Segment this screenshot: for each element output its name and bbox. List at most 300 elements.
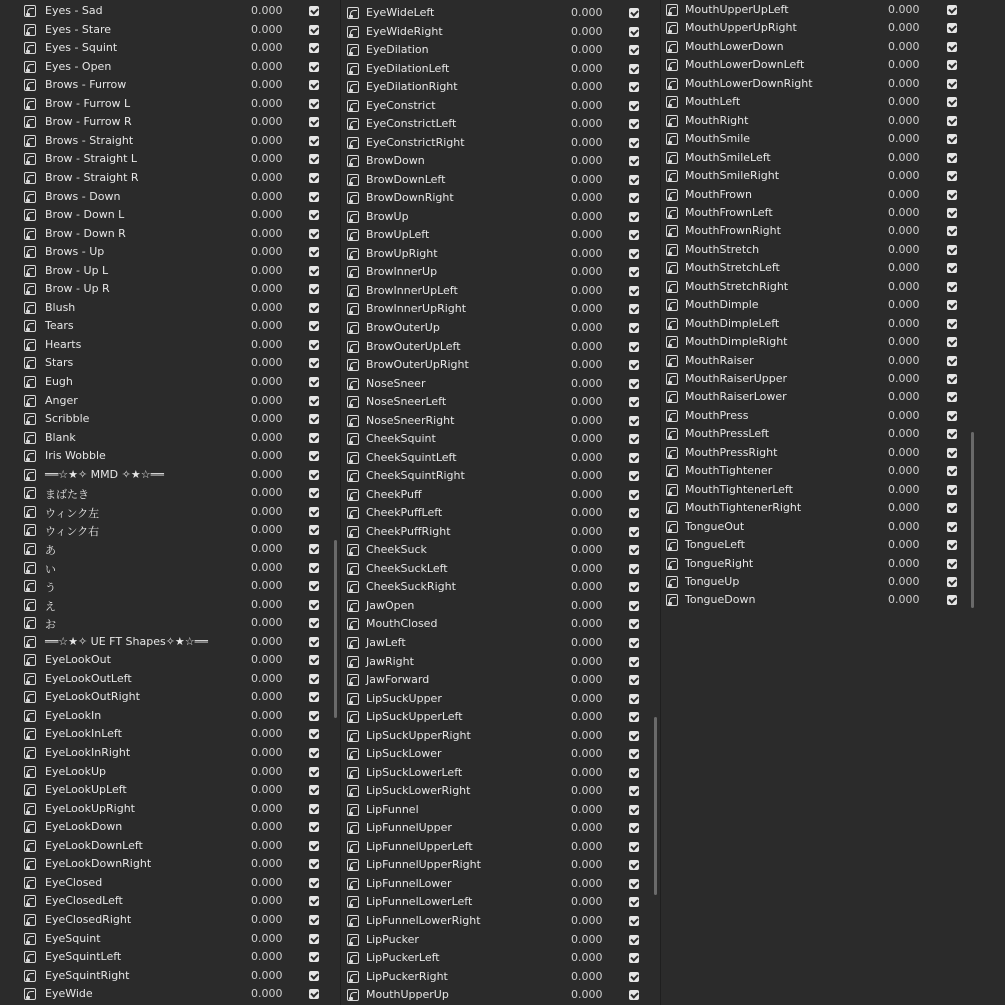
shape-key-name[interactable]: EyeSquintRight — [45, 968, 130, 982]
mute-checkbox[interactable] — [309, 303, 319, 313]
shape-key-name[interactable]: BrowOuterUp — [366, 321, 440, 334]
shape-key-row[interactable] — [661, 462, 1005, 480]
shape-key-row[interactable] — [0, 855, 340, 873]
mute-checkbox[interactable] — [309, 507, 319, 517]
shape-key-value-field[interactable]: 0.000 — [571, 265, 603, 279]
shape-key-name[interactable]: EyeLookOutRight — [45, 690, 140, 704]
mute-checkbox[interactable] — [309, 804, 319, 814]
shape-key-name[interactable]: MouthDimpleRight — [685, 335, 788, 349]
mute-checkbox[interactable] — [947, 595, 957, 605]
mute-checkbox[interactable] — [309, 192, 319, 202]
mute-checkbox[interactable] — [947, 5, 957, 15]
mute-checkbox[interactable] — [629, 953, 639, 963]
shape-key-row[interactable] — [0, 39, 340, 57]
shape-key-row[interactable] — [0, 76, 340, 94]
shape-key-row[interactable] — [341, 727, 661, 745]
shape-key-name[interactable]: EyeLookUpRight — [45, 801, 135, 815]
mute-checkbox[interactable] — [629, 416, 639, 426]
mute-checkbox[interactable] — [947, 116, 957, 126]
mute-checkbox[interactable] — [947, 559, 957, 569]
scrollbar-column-2[interactable] — [654, 717, 657, 895]
shape-key-row[interactable] — [341, 393, 661, 411]
shape-key-value-field[interactable]: 0.000 — [571, 358, 603, 372]
mute-checkbox[interactable] — [309, 414, 319, 424]
shape-key-value-field[interactable]: 0.000 — [888, 574, 920, 588]
shape-key-name[interactable]: Blush — [45, 300, 76, 314]
shape-key-row[interactable] — [0, 967, 340, 985]
shape-key-value-field[interactable]: 0.000 — [571, 969, 603, 983]
shape-key-row[interactable] — [0, 317, 340, 335]
mute-checkbox[interactable] — [947, 411, 957, 421]
shape-key-row[interactable] — [0, 633, 340, 651]
mute-checkbox[interactable] — [629, 490, 639, 500]
mute-checkbox[interactable] — [629, 27, 639, 37]
mute-checkbox[interactable] — [629, 675, 639, 685]
shape-key-value-field[interactable]: 0.000 — [888, 113, 920, 127]
shape-key-value-field[interactable]: 0.000 — [571, 561, 603, 575]
mute-checkbox[interactable] — [947, 374, 957, 384]
shape-key-row[interactable] — [0, 150, 340, 168]
shape-key-value-field[interactable]: 0.000 — [251, 746, 283, 759]
shape-key-row[interactable] — [341, 653, 661, 671]
shape-key-row[interactable] — [661, 499, 1005, 517]
shape-key-row[interactable] — [661, 222, 1005, 240]
shape-key-row[interactable] — [661, 444, 1005, 462]
shape-key-row[interactable] — [661, 149, 1005, 167]
shape-key-value-field[interactable]: 0.000 — [571, 80, 603, 94]
shape-key-name[interactable]: BrowInnerUpLeft — [366, 283, 458, 297]
shape-key-row[interactable] — [341, 690, 661, 708]
shape-key-value-field[interactable]: 0.000 — [571, 784, 603, 798]
shape-key-value-field[interactable]: 0.000 — [251, 875, 283, 889]
mute-checkbox[interactable] — [629, 527, 639, 537]
shape-key-value-field[interactable]: 0.000 — [888, 427, 920, 441]
mute-checkbox[interactable] — [309, 25, 319, 35]
shape-key-row[interactable] — [661, 481, 1005, 499]
shape-key-row[interactable] — [341, 449, 661, 467]
shape-key-value-field[interactable]: 0.000 — [571, 951, 603, 965]
shape-key-name[interactable]: BrowOuterUpLeft — [366, 339, 461, 353]
shape-key-value-field[interactable]: 0.000 — [888, 593, 920, 607]
shape-key-value-field[interactable]: 0.000 — [251, 894, 283, 908]
mute-checkbox[interactable] — [309, 321, 319, 331]
shape-key-value-field[interactable]: 0.000 — [251, 968, 283, 982]
shape-key-value-field[interactable]: 0.000 — [251, 783, 283, 797]
shape-key-name[interactable]: TongueOut — [685, 519, 745, 533]
shape-key-value-field[interactable]: 0.000 — [571, 172, 603, 186]
mute-checkbox[interactable] — [629, 990, 639, 1000]
shape-key-value-field[interactable]: 0.000 — [251, 671, 283, 685]
shape-key-value-field[interactable]: 0.000 — [251, 337, 283, 351]
shape-key-row[interactable] — [341, 4, 661, 22]
shape-key-name[interactable]: MouthRaiserUpper — [685, 372, 788, 385]
mute-checkbox[interactable] — [629, 694, 639, 704]
mute-checkbox[interactable] — [309, 284, 319, 294]
shape-key-row[interactable] — [341, 801, 661, 819]
shape-key-value-field[interactable]: 0.000 — [888, 39, 920, 53]
shape-key-row[interactable] — [341, 968, 661, 986]
shape-key-name[interactable]: BrowDownLeft — [366, 172, 446, 186]
shape-key-row[interactable] — [341, 912, 661, 930]
shape-key-value-field[interactable]: 0.000 — [251, 727, 283, 741]
mute-checkbox[interactable] — [309, 433, 319, 443]
shape-key-row[interactable] — [0, 707, 340, 725]
shape-key-row[interactable] — [341, 338, 661, 356]
shape-key-value-field[interactable]: 0.000 — [251, 950, 283, 964]
shape-key-name[interactable]: Brow - Up R — [45, 282, 110, 296]
shape-key-name[interactable]: Brow - Straight L — [45, 152, 138, 166]
shape-key-row[interactable] — [0, 113, 340, 131]
shape-key-name[interactable]: MouthPressRight — [685, 445, 778, 459]
shape-key-name[interactable]: Brow - Furrow R — [45, 115, 132, 129]
shape-key-name[interactable]: Brows - Down — [45, 189, 121, 203]
shape-key-name[interactable]: BrowUpLeft — [366, 228, 430, 242]
shape-key-value-field[interactable]: 0.000 — [888, 95, 920, 109]
shape-key-name[interactable]: Brows - Up — [45, 245, 105, 259]
mute-checkbox[interactable] — [629, 842, 639, 852]
shape-key-row[interactable] — [0, 540, 340, 558]
shape-key-value-field[interactable]: 0.000 — [251, 931, 283, 945]
mute-checkbox[interactable] — [629, 749, 639, 759]
shape-key-name[interactable]: CheekSquintRight — [366, 469, 465, 483]
shape-key-name[interactable]: LipFunnelUpperLeft — [366, 839, 473, 853]
shape-key-value-field[interactable]: 0.000 — [571, 321, 603, 334]
shape-key-value-field[interactable]: 0.000 — [888, 205, 920, 219]
shape-key-name[interactable]: MouthUpperUpRight — [685, 21, 797, 35]
shape-key-name[interactable]: EyeLookOutLeft — [45, 671, 132, 685]
mute-checkbox[interactable] — [309, 767, 319, 777]
mute-checkbox[interactable] — [309, 915, 319, 925]
shape-key-value-field[interactable]: 0.000 — [888, 261, 920, 275]
mute-checkbox[interactable] — [309, 544, 319, 554]
mute-checkbox[interactable] — [629, 786, 639, 796]
shape-key-row[interactable] — [661, 370, 1005, 388]
mute-checkbox[interactable] — [947, 79, 957, 89]
shape-key-value-field[interactable]: 0.000 — [571, 154, 603, 168]
shape-key-row[interactable] — [341, 819, 661, 837]
shape-key-row[interactable] — [341, 226, 661, 244]
shape-key-value-field[interactable]: 0.000 — [571, 487, 603, 501]
shape-key-value-field[interactable]: 0.000 — [251, 263, 283, 277]
shape-key-value-field[interactable]: 0.000 — [251, 690, 283, 704]
shape-key-name[interactable]: ウィンク左 — [45, 506, 100, 520]
shape-key-row[interactable] — [341, 171, 661, 189]
shape-key-value-field[interactable]: 0.000 — [571, 450, 603, 464]
shape-key-name[interactable]: Brows - Furrow — [45, 78, 127, 92]
shape-key-value-field[interactable]: 0.000 — [251, 412, 283, 426]
shape-key-name[interactable]: MouthDimple — [685, 298, 759, 312]
shape-key-name[interactable]: LipFunnelLowerLeft — [366, 895, 473, 909]
mute-checkbox[interactable] — [309, 396, 319, 406]
shape-key-row[interactable] — [661, 241, 1005, 259]
mute-checkbox[interactable] — [629, 768, 639, 778]
shape-key-value-field[interactable]: 0.000 — [571, 376, 603, 390]
shape-key-name[interactable]: LipFunnel — [366, 802, 419, 816]
shape-key-row[interactable] — [341, 504, 661, 522]
shape-key-value-field[interactable]: 0.000 — [251, 708, 283, 722]
shape-key-row[interactable] — [0, 447, 340, 465]
mute-checkbox[interactable] — [309, 62, 319, 72]
mute-checkbox[interactable] — [629, 119, 639, 129]
shape-key-value-field[interactable]: 0.000 — [251, 41, 283, 55]
shape-key-row[interactable] — [341, 300, 661, 318]
shape-key-value-field[interactable]: 0.000 — [571, 339, 603, 353]
shape-key-name[interactable]: NoseSneerLeft — [366, 395, 447, 409]
mute-checkbox[interactable] — [629, 175, 639, 185]
shape-key-name[interactable]: MouthTightenerLeft — [685, 482, 793, 496]
shape-key-value-field[interactable]: 0.000 — [251, 541, 283, 555]
shape-key-row[interactable] — [0, 392, 340, 410]
shape-key-name[interactable]: EyeDilationRight — [366, 80, 458, 94]
shape-key-row[interactable] — [0, 503, 340, 521]
shape-key-value-field[interactable]: 0.000 — [888, 76, 920, 90]
mute-checkbox[interactable] — [309, 229, 319, 239]
shape-key-name[interactable]: まばたき — [45, 488, 89, 502]
shape-key-row[interactable] — [341, 615, 661, 633]
shape-key-row[interactable] — [341, 875, 661, 893]
shape-key-value-field[interactable]: 0.000 — [571, 747, 603, 761]
mute-checkbox[interactable] — [309, 989, 319, 999]
shape-key-row[interactable] — [341, 245, 661, 263]
shape-key-name[interactable]: MouthRight — [685, 113, 749, 127]
shape-key-name[interactable]: MouthFrownRight — [685, 224, 781, 238]
shape-key-value-field[interactable]: 0.000 — [251, 152, 283, 166]
mute-checkbox[interactable] — [947, 60, 957, 70]
mute-checkbox[interactable] — [309, 841, 319, 851]
mute-checkbox[interactable] — [947, 522, 957, 532]
shape-key-value-field[interactable]: 0.000 — [571, 98, 603, 112]
mute-checkbox[interactable] — [947, 245, 957, 255]
shape-key-name[interactable]: CheekPuff — [366, 487, 422, 501]
shape-key-name[interactable]: Hearts — [45, 337, 82, 351]
shape-key-value-field[interactable]: 0.000 — [251, 820, 283, 834]
shape-key-name[interactable]: MouthUpperUp — [366, 988, 449, 1002]
shape-key-name[interactable]: CheekSquintLeft — [366, 450, 457, 464]
shape-key-name[interactable]: MouthLowerDownRight — [685, 76, 813, 90]
shape-key-row[interactable] — [661, 186, 1005, 204]
shape-key-value-field[interactable]: 0.000 — [251, 300, 283, 314]
shape-key-name[interactable]: NoseSneer — [366, 376, 426, 390]
mute-checkbox[interactable] — [629, 712, 639, 722]
shape-key-value-field[interactable]: 0.000 — [571, 913, 603, 927]
shape-key-name[interactable]: Brow - Furrow L — [45, 96, 131, 110]
shape-key-name[interactable]: EyeSquint — [45, 931, 101, 945]
shape-key-name[interactable]: Anger — [45, 393, 78, 407]
shape-key-value-field[interactable]: 0.000 — [571, 691, 603, 705]
shape-key-name[interactable]: Eugh — [45, 375, 73, 388]
mute-checkbox[interactable] — [629, 249, 639, 259]
shape-key-row[interactable] — [0, 837, 340, 855]
shape-key-value-field[interactable]: 0.000 — [251, 96, 283, 110]
mute-checkbox[interactable] — [309, 6, 319, 16]
shape-key-name[interactable]: TongueRight — [685, 556, 754, 570]
shape-key-name[interactable]: Eyes - Squint — [45, 41, 118, 55]
mute-checkbox[interactable] — [947, 337, 957, 347]
mute-checkbox[interactable] — [947, 134, 957, 144]
mute-checkbox[interactable] — [309, 952, 319, 962]
shape-key-row[interactable] — [341, 430, 661, 448]
shape-key-name[interactable]: EyeWideLeft — [366, 6, 435, 19]
mute-checkbox[interactable] — [309, 729, 319, 739]
shape-key-row[interactable] — [0, 429, 340, 447]
shape-key-row[interactable] — [0, 225, 340, 243]
mute-checkbox[interactable] — [947, 42, 957, 52]
shape-key-value-field[interactable]: 0.000 — [888, 58, 920, 72]
mute-checkbox[interactable] — [309, 154, 319, 164]
shape-key-name[interactable]: NoseSneerRight — [366, 413, 455, 427]
shape-key-value-field[interactable]: 0.000 — [251, 282, 283, 296]
scrollbar-column-3[interactable] — [971, 432, 974, 608]
mute-checkbox[interactable] — [629, 379, 639, 389]
shape-key-row[interactable] — [0, 373, 340, 391]
scrollbar-column-1[interactable] — [334, 540, 337, 718]
shape-key-value-field[interactable]: 0.000 — [571, 135, 603, 149]
shape-key-row[interactable] — [0, 262, 340, 280]
shape-key-row[interactable] — [0, 354, 340, 372]
shape-key-value-field[interactable]: 0.000 — [251, 579, 283, 593]
shape-key-name[interactable]: MouthLeft — [685, 95, 741, 109]
shape-key-name[interactable]: TongueDown — [685, 593, 756, 607]
shape-key-value-field[interactable]: 0.000 — [571, 673, 603, 687]
mute-checkbox[interactable] — [309, 210, 319, 220]
shape-key-row[interactable] — [341, 949, 661, 967]
mute-checkbox[interactable] — [309, 173, 319, 183]
shape-key-name[interactable]: TongueLeft — [685, 538, 745, 552]
mute-checkbox[interactable] — [629, 823, 639, 833]
shape-key-name[interactable]: EyeLookDownRight — [45, 857, 152, 871]
shape-key-value-field[interactable]: 0.000 — [888, 242, 920, 256]
shape-key-value-field[interactable]: 0.000 — [571, 580, 603, 594]
shape-key-value-field[interactable]: 0.000 — [251, 912, 283, 926]
shape-key-value-field[interactable]: 0.000 — [888, 298, 920, 312]
mute-checkbox[interactable] — [947, 485, 957, 495]
shape-key-row[interactable] — [661, 75, 1005, 93]
shape-key-value-field[interactable]: 0.000 — [251, 634, 283, 648]
shape-key-row[interactable] — [661, 56, 1005, 74]
shape-key-name[interactable]: EyeLookInRight — [45, 746, 131, 759]
shape-key-row[interactable] — [341, 782, 661, 800]
mute-checkbox[interactable] — [309, 971, 319, 981]
shape-key-row[interactable] — [661, 167, 1005, 185]
mute-checkbox[interactable] — [629, 230, 639, 240]
shape-key-row[interactable] — [341, 708, 661, 726]
shape-key-row[interactable] — [0, 132, 340, 150]
shape-key-value-field[interactable]: 0.000 — [888, 482, 920, 496]
mute-checkbox[interactable] — [309, 377, 319, 387]
shape-key-name[interactable]: MouthStretch — [685, 242, 760, 256]
mute-checkbox[interactable] — [947, 97, 957, 107]
mute-checkbox[interactable] — [947, 503, 957, 513]
shape-key-value-field[interactable]: 0.000 — [251, 486, 283, 500]
shape-key-name[interactable]: ウィンク右 — [45, 525, 100, 539]
mute-checkbox[interactable] — [947, 392, 957, 402]
shape-key-value-field[interactable]: 0.000 — [251, 857, 283, 871]
shape-key-name[interactable]: EyeDilationLeft — [366, 61, 450, 75]
mute-checkbox[interactable] — [309, 878, 319, 888]
shape-key-value-field[interactable]: 0.000 — [251, 245, 283, 259]
shape-key-name[interactable]: EyeLookUp — [45, 764, 107, 778]
mute-checkbox[interactable] — [947, 540, 957, 550]
shape-key-value-field[interactable]: 0.000 — [888, 464, 920, 478]
shape-key-name[interactable]: LipSuckUpperRight — [366, 728, 471, 742]
shape-key-value-field[interactable]: 0.000 — [571, 636, 603, 650]
shape-key-row[interactable] — [0, 688, 340, 706]
shape-key-value-field[interactable]: 0.000 — [251, 189, 283, 203]
shape-key-name[interactable]: MouthRaiser — [685, 353, 754, 367]
mute-checkbox[interactable] — [309, 692, 319, 702]
mute-checkbox[interactable] — [309, 748, 319, 758]
shape-key-value-field[interactable]: 0.000 — [888, 538, 920, 552]
shape-key-row[interactable] — [0, 410, 340, 428]
mute-checkbox[interactable] — [629, 360, 639, 370]
mute-checkbox[interactable] — [309, 117, 319, 127]
shape-key-row[interactable] — [341, 931, 661, 949]
mute-checkbox[interactable] — [947, 300, 957, 310]
shape-key-value-field[interactable]: 0.000 — [888, 556, 920, 570]
shape-key-name[interactable]: EyeLookDown — [45, 820, 123, 834]
shape-key-value-field[interactable]: 0.000 — [251, 22, 283, 36]
shape-key-value-field[interactable]: 0.000 — [251, 449, 283, 463]
shape-key-row[interactable] — [0, 596, 340, 614]
shape-key-row[interactable] — [0, 243, 340, 261]
mute-checkbox[interactable] — [309, 637, 319, 647]
mute-checkbox[interactable] — [309, 711, 319, 721]
shape-key-value-field[interactable]: 0.000 — [888, 169, 920, 183]
shape-key-name[interactable]: Eyes - Sad — [45, 4, 103, 17]
shape-key-name[interactable]: LipFunnelUpper — [366, 821, 452, 835]
mute-checkbox[interactable] — [629, 286, 639, 296]
shape-key-name[interactable]: EyeSquintLeft — [45, 950, 122, 964]
shape-key-row[interactable] — [341, 356, 661, 374]
mute-checkbox[interactable] — [309, 618, 319, 628]
shape-key-name[interactable]: MouthPressLeft — [685, 427, 770, 441]
shape-key-value-field[interactable]: 0.000 — [571, 117, 603, 131]
shape-key-name[interactable]: MouthFrownLeft — [685, 205, 773, 219]
shape-key-value-field[interactable]: 0.000 — [251, 801, 283, 815]
shape-key-row[interactable] — [341, 893, 661, 911]
shape-key-value-field[interactable]: 0.000 — [251, 560, 283, 574]
shape-key-name[interactable]: JawLeft — [366, 636, 406, 650]
shape-key-row[interactable] — [661, 112, 1005, 130]
mute-checkbox[interactable] — [629, 879, 639, 889]
shape-key-value-field[interactable]: 0.000 — [888, 187, 920, 201]
shape-key-row[interactable] — [341, 467, 661, 485]
shape-key-name[interactable]: お — [45, 618, 56, 632]
shape-key-name[interactable]: BrowUp — [366, 209, 409, 223]
shape-key-value-field[interactable]: 0.000 — [888, 335, 920, 349]
shape-key-row[interactable] — [341, 412, 661, 430]
shape-key-row[interactable] — [341, 560, 661, 578]
shape-key-name[interactable]: LipPuckerRight — [366, 969, 448, 983]
shape-key-name[interactable]: CheekSuck — [366, 543, 427, 557]
shape-key-row[interactable] — [341, 764, 661, 782]
shape-key-row[interactable] — [0, 188, 340, 206]
shape-key-row[interactable] — [661, 93, 1005, 111]
mute-checkbox[interactable] — [629, 619, 639, 629]
mute-checkbox[interactable] — [309, 674, 319, 684]
shape-key-name[interactable]: TongueUp — [685, 574, 740, 588]
mute-checkbox[interactable] — [629, 267, 639, 277]
mute-checkbox[interactable] — [309, 785, 319, 795]
shape-key-name[interactable]: EyeLookIn — [45, 708, 102, 722]
shape-key-row[interactable] — [341, 745, 661, 763]
shape-key-row[interactable] — [661, 518, 1005, 536]
shape-key-name[interactable]: EyeClosed — [45, 875, 103, 889]
shape-key-name[interactable]: LipSuckLowerRight — [366, 784, 471, 798]
shape-key-name[interactable]: LipFunnelUpperRight — [366, 858, 481, 872]
mute-checkbox[interactable] — [629, 8, 639, 18]
mute-checkbox[interactable] — [309, 896, 319, 906]
